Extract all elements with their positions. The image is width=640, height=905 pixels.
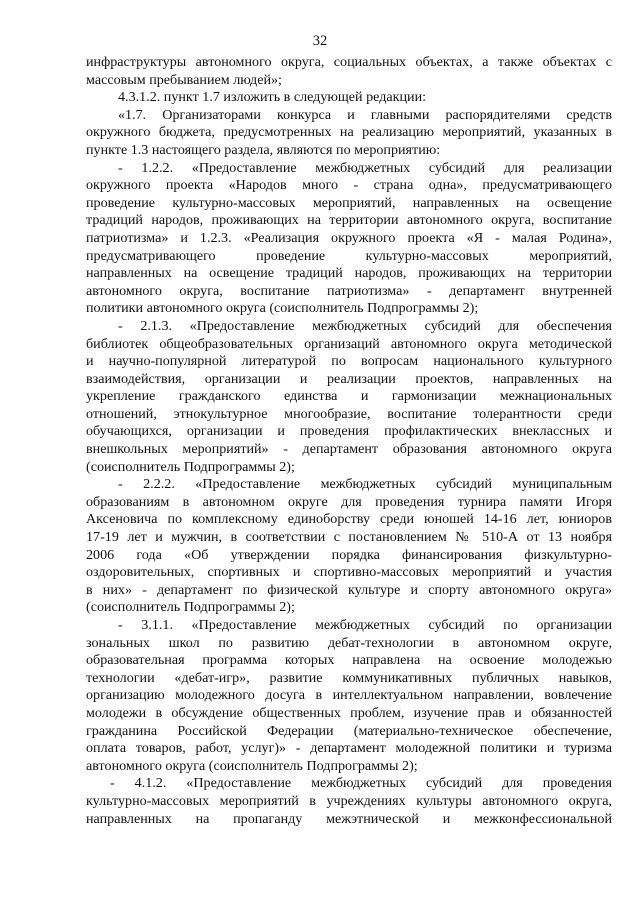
text-line: гражданина Российской Федерации (материально-техническое обеспечение,	[86, 722, 612, 739]
text-line: массовым пребыванием людей»;	[86, 71, 282, 88]
text-line: окружного бюджета, предусмотренных на реализацию мероприятий, указанных в	[86, 124, 612, 141]
text-line: автономного округа (соисполнитель Подпрограммы 2);	[86, 757, 418, 774]
text-line: 17-19 лет и мужчин, в соответствии с постановлением № 510-А от 13 ноября	[86, 529, 612, 546]
text-line: традиций народов, проживающих на территории автономного округа, воспитание	[86, 212, 612, 229]
text-line: автономного округа, воспитание патриотизма» - департамент внутренней	[86, 282, 612, 299]
text-line: направленных на освещение традиций народов, проживающих на территории	[86, 265, 612, 282]
text-line: отношений, этнокультурное многообразие, воспитание толерантности среди	[86, 405, 612, 422]
text-line: 4.3.1.2. пункт 1.7 изложить в следующей редакции:	[118, 89, 427, 106]
text-line: направленных на пропаганду межэтнической и межконфессиональной	[86, 810, 612, 827]
text-line: 2006 года «Об утверждении порядка финансирования физкультурно-	[86, 546, 612, 563]
text-line: и научно-популярной литературой по вопросам национального культурного	[86, 353, 612, 370]
text-line: обучающихся, организации и проведения профилактических внеклассных и	[86, 423, 612, 440]
text-line: внешкольных мероприятий» - департамент образования автономного округа	[86, 441, 612, 458]
text-line: - 3.1.1. «Предоставление межбюджетных субсидий по организации	[118, 617, 612, 633]
text-line: образованиям в автономном округе для проведения турнира памяти Игоря	[86, 493, 612, 510]
text-line: технологии «дебат-игр», развитие коммуникативных публичных навыков,	[86, 669, 612, 686]
text-line: культурно-массовых мероприятий в учреждениях культуры автономного округа,	[86, 792, 612, 809]
text-line: окружного проекта «Народов много - страна одна», предусматривающего	[86, 177, 612, 194]
text-line: проведение культурно-массовых мероприятий, направленных на освещение	[86, 194, 612, 211]
document-body	[86, 54, 612, 828]
text-line: образовательная программа которых направлена на освоение молодежью	[86, 652, 612, 669]
text-line: - 1.2.2. «Предоставление межбюджетных субсидий для реализации	[118, 159, 612, 176]
text-line: оздоровительных, спортивных и спортивно-массовых мероприятий и участия	[86, 564, 612, 581]
text-line: «1.7. Организаторами конкурса и главными распорядителями средств	[118, 106, 612, 123]
text-line: предусматривающего проведение культурно-массовых мероприятий,	[86, 247, 612, 264]
text-line: (соисполнитель Подпрограммы 2);	[86, 458, 295, 475]
text-line: зональных школ по развитию дебат-технологии в автономном округе,	[86, 634, 612, 651]
page-number: 32	[312, 33, 328, 49]
text-line: - 2.2.2. «Предоставление межбюджетных субсидий муниципальным	[118, 476, 612, 493]
text-line: библиотек общеобразовательных организаций автономного округа методической	[86, 335, 612, 352]
text-line: оплата товаров, работ, услуг)» - департамент молодежной политики и туризма	[86, 740, 612, 757]
text-line: организацию молодежного досуга в интеллектуальном направлении, вовлечение	[86, 687, 612, 704]
text-line: укрепление гражданского единства и гармонизации межнациональных	[86, 388, 612, 405]
text-line: пункте 1.3 настоящего раздела, являются по мероприятию:	[86, 141, 441, 158]
text-line: (соисполнитель Подпрограммы 2);	[86, 599, 295, 616]
text-line: взаимодействия, организации и реализации проектов, направленных на	[86, 370, 612, 387]
text-line: - 4.1.2. «Предоставление межбюджетных субсидий для проведения	[110, 775, 612, 792]
text-line: молодежи в обсуждение общественных проблем, изучение прав и обязанностей	[86, 704, 612, 721]
text-line: инфраструктуры автономного округа, социальных объектах, а также объектах с	[86, 54, 612, 70]
text-line: Аксеновича по комплексному единоборству среди юношей 14-16 лет, юниоров	[86, 511, 612, 528]
text-line: в них» - департамент по физической культуре и спорту автономного округа»	[86, 581, 612, 598]
text-line: патриотизма» и 1.2.3. «Реализация окружного проекта «Я - малая Родина»,	[86, 229, 612, 246]
text-line: политики автономного округа (соисполнитель Подпрограммы 2);	[86, 300, 479, 317]
text-line: - 2.1.3. «Предоставление межбюджетных субсидий для обеспечения	[118, 317, 612, 334]
